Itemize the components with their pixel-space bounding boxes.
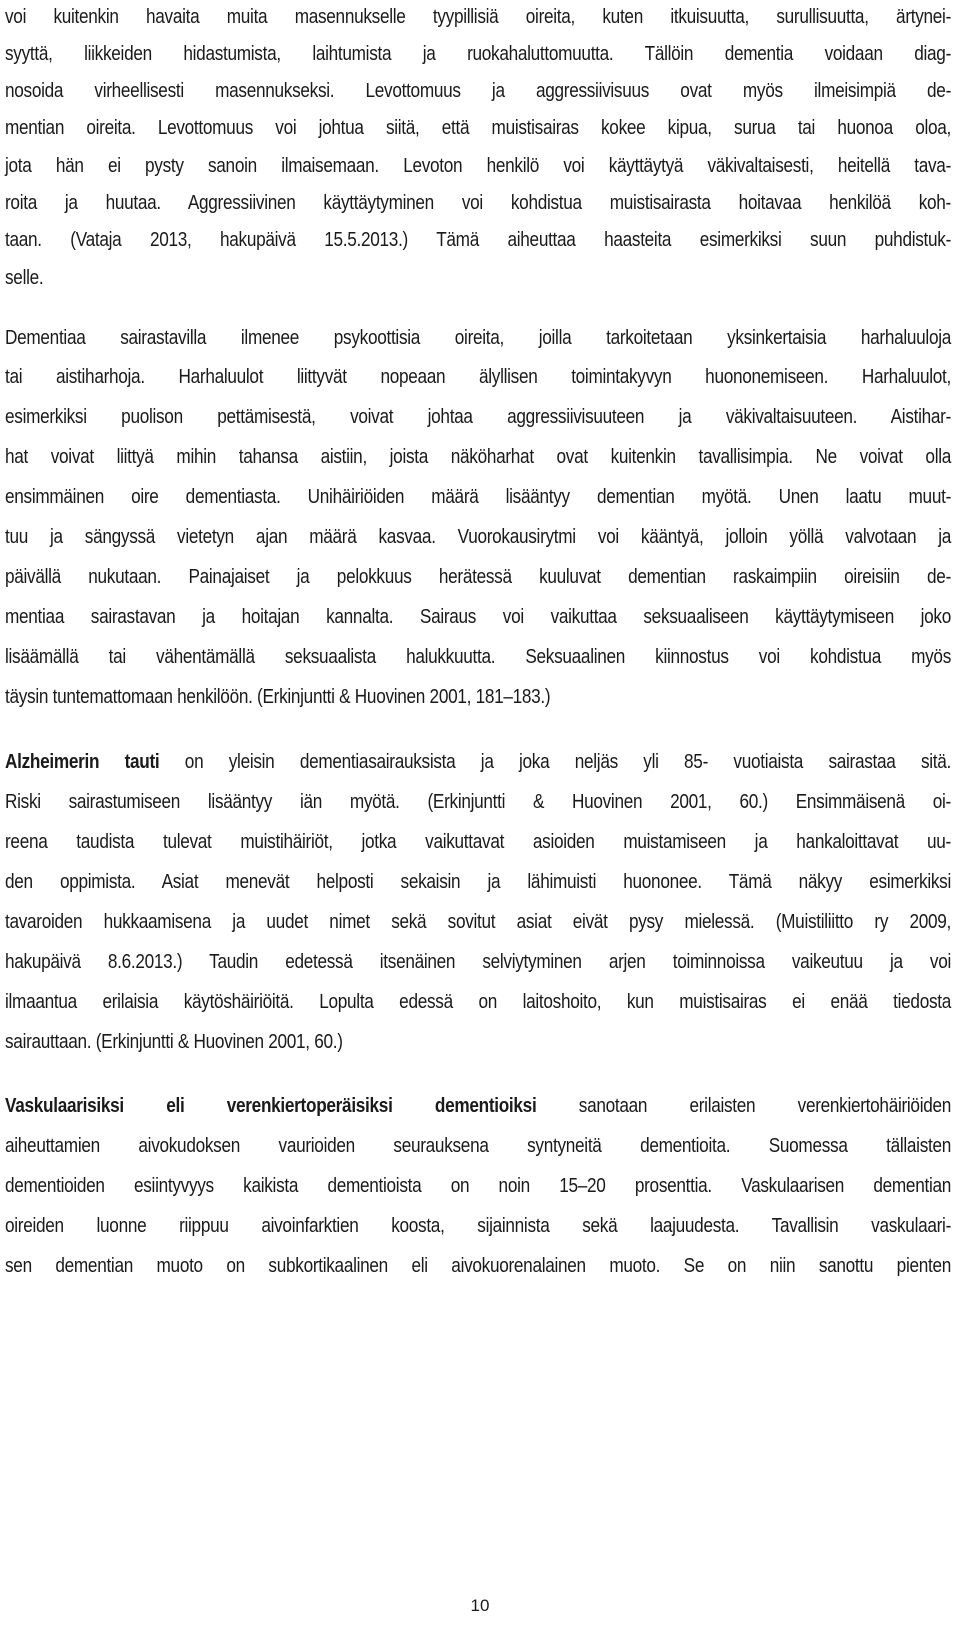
- text-line: tuu ja sängyssä vietetyn ajan määrä kasvaa. Vuorokausirytmi voi kääntyä, jolloin yöllä valvotaan ja: [5, 526, 951, 548]
- text-line: hakupäivä 8.6.2013.) Taudin edetessä itsenäinen selviytyminen arjen toiminnoissa vaikeutuu ja voi: [5, 951, 951, 973]
- text-line: täysin tuntemattomaan henkilöön. (Erkinjuntti & Huovinen 2001, 181–183.): [5, 686, 551, 708]
- text-line: [5, 1093, 951, 1119]
- text-line: esimerkiksi puolison pettämisestä, voivat johtaa aggressiivisuuteen ja väkivaltaisuuteen. Aistihar-: [5, 406, 951, 428]
- text-line: tavaroiden hukkaamisena ja uudet nimet sekä sovitut asiat eivät pysy mielessä. (Muistiliitto ry 2009,: [5, 911, 951, 933]
- text-span: on yleisin dementiasairauksista ja joka neljäs yli 85- vuotiaista sairastaa sitä.: [159, 751, 952, 773]
- text-line: jota hän ei pysty sanoin ilmaisemaan. Levoton henkilö voi käyttäytyä väkivaltaisesti, heitellä tava-: [5, 155, 951, 177]
- text-line: Dementiaa sairastavilla ilmenee psykoottisia oireita, joilla tarkoitetaan yksinkertaisia harhaluuloja: [5, 327, 951, 349]
- text-line: den oppimista. Asiat menevät helposti sekaisin ja lähimuisti huononee. Tämä näkyy esimerkiksi: [5, 871, 951, 893]
- text-line: Riski sairastumiseen lisääntyy iän myötä. (Erkinjuntti & Huovinen 2001, 60.) Ensimmäisenä oi-: [5, 791, 951, 813]
- text-line: [5, 749, 951, 775]
- term-vaskulaariset-dementiat: Vaskulaarisiksi eli verenkiertoperäisiksi dementioiksi: [5, 1095, 537, 1117]
- text-line: sen dementian muoto on subkortikaalinen eli aivokuorenalainen muoto. Se on niin sanottu pienten: [5, 1255, 951, 1277]
- text-line: päivällä nukutaan. Painajaiset ja pelokkuus herätessä kuuluvat dementian raskaimpiin oireisiin de-: [5, 566, 951, 588]
- text-line: lisäämällä tai vähentämällä seksuaalista halukkuutta. Seksuaalinen kiinnostus voi kohdistua myös: [5, 646, 951, 668]
- text-span: sanotaan erilaisten verenkiertohäiriöiden: [536, 1095, 952, 1117]
- text-line: voi kuitenkin havaita muita masennukselle tyypillisiä oireita, kuten itkuisuutta, surullisuutta, ärtynei-: [5, 6, 951, 28]
- text-line: tai aistiharhoja. Harhaluulot liittyvät nopeaan älyllisen toimintakyvyn huononemiseen. Harhaluulot,: [5, 366, 951, 388]
- text-line: selle.: [5, 267, 44, 289]
- page-number: 10: [470, 1596, 490, 1615]
- text-line: oireiden luonne riippuu aivoinfarktien koosta, sijainnista sekä laajuudesta. Tavallisin vaskulaari-: [5, 1215, 951, 1237]
- text-line: mentiaa sairastavan ja hoitajan kannalta. Sairaus voi vaikuttaa seksuaaliseen käyttäytymiseen joko: [5, 606, 951, 628]
- text-line: ensimmäinen oire dementiasta. Unihäiriöiden määrä lisääntyy dementian myötä. Unen laatu muut-: [5, 486, 951, 508]
- text-line: aiheuttamien aivokudoksen vaurioiden seurauksena syntyneitä dementioita. Suomessa tällaisten: [5, 1135, 951, 1157]
- text-line: hat voivat liittyä mihin tahansa aistiin, joista näköharhat ovat kuitenkin tavallisimpia. Ne voivat olla: [5, 446, 951, 468]
- text-line: sairauttaan. (Erkinjuntti & Huovinen 2001, 60.): [5, 1031, 343, 1053]
- text-line: nosoida virheellisesti masennukseksi. Levottomuus ja aggressiivisuus ovat myös ilmeisimpiä de-: [5, 80, 951, 102]
- text-line: reena taudista tulevat muistihäiriöt, jotka vaikuttavat asioiden muistamiseen ja hankaloittavat uu-: [5, 831, 951, 853]
- text-line: roita ja huutaa. Aggressiivinen käyttäytyminen voi kohdistua muistisairasta hoitavaa henkilöä koh-: [5, 192, 951, 214]
- text-line: syyttä, liikkeiden hidastumista, laihtumista ja ruokahaluttomuutta. Tällöin dementia voidaan diag-: [5, 43, 951, 65]
- text-line: mentian oireita. Levottomuus voi johtua siitä, että muistisairas kokee kipua, surua tai huonoa oloa,: [5, 117, 951, 139]
- text-line: dementioiden esiintyvyys kaikista dementioista on noin 15–20 prosenttia. Vaskulaarisen dementian: [5, 1175, 951, 1197]
- text-line: ilmaantua erilaisia käytöshäiriöitä. Lopulta edessä on laitoshoito, kun muistisairas ei enää tiedosta: [5, 991, 951, 1013]
- text-line: taan. (Vataja 2013, hakupäivä 15.5.2013.) Tämä aiheuttaa haasteita esimerkiksi suun puhdistuk-: [5, 229, 951, 251]
- term-alzheimerin-tauti: Alzheimerin tauti: [5, 751, 160, 773]
